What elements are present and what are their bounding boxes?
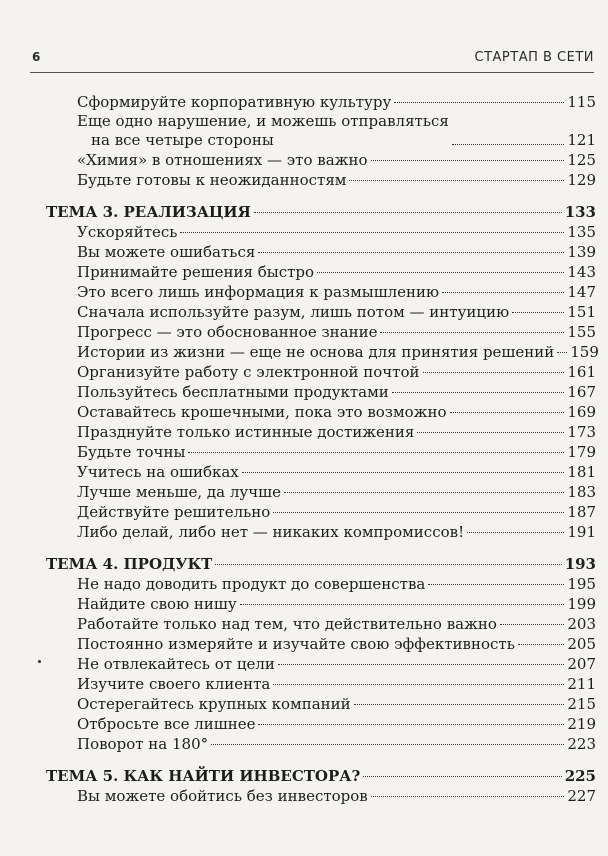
running-header — [30, 44, 594, 70]
toc-entry[interactable] — [46, 422, 596, 442]
toc-page-number: 167 — [567, 383, 596, 401]
toc-theme-heading[interactable] — [46, 554, 596, 574]
toc-entry[interactable] — [46, 282, 596, 302]
dot-leader — [452, 144, 565, 145]
toc-entry-title: Остерегайтесь крупных компаний — [77, 695, 351, 713]
toc-page-number: 133 — [564, 203, 596, 221]
dot-leader — [317, 272, 564, 273]
toc-entry[interactable] — [46, 694, 596, 714]
toc-entry[interactable] — [46, 594, 596, 614]
toc-entry-title: Оставайтесь крошечными, пока это возможно — [77, 403, 447, 421]
toc-page-number: 205 — [567, 635, 596, 653]
toc-entry-title: Не отвлекайтесь от цели — [77, 655, 275, 673]
toc-entry-title: ТЕМА 3. РЕАЛИЗАЦИЯ — [46, 203, 251, 221]
print-speck — [38, 660, 41, 663]
toc-entry[interactable] — [46, 734, 596, 754]
toc-entry[interactable] — [46, 522, 596, 542]
toc-entry-title: Вы можете ошибаться — [77, 243, 256, 261]
toc-page-number: 143 — [567, 263, 596, 281]
toc-theme-heading[interactable] — [46, 766, 596, 786]
toc-entry[interactable] — [46, 170, 596, 190]
toc-page-number: 121 — [567, 131, 596, 149]
dot-leader — [273, 684, 564, 685]
toc-page-number: 225 — [564, 767, 596, 785]
dot-leader — [371, 160, 565, 161]
dot-leader — [240, 604, 565, 605]
toc-entry[interactable] — [46, 112, 596, 150]
toc-entry[interactable] — [46, 482, 596, 502]
toc-page-number: 191 — [567, 523, 596, 541]
dot-leader — [354, 704, 565, 705]
toc-entry-title: «Химия» в отношениях — это важно — [77, 151, 368, 169]
dot-leader — [258, 724, 564, 725]
toc-entry-title: Истории из жизни — еще не основа для принятия решений — [77, 343, 555, 361]
toc-entry-title: ТЕМА 5. КАК НАЙТИ ИНВЕСТОРА? — [46, 767, 361, 785]
dot-leader — [417, 432, 564, 433]
table-of-contents — [46, 92, 599, 806]
toc-entry[interactable] — [46, 242, 596, 262]
dot-leader — [242, 472, 565, 473]
toc-entry[interactable] — [46, 462, 596, 482]
toc-entry-title: Будьте точны — [77, 443, 186, 461]
toc-page-number: 147 — [567, 283, 596, 301]
toc-entry[interactable] — [46, 674, 596, 694]
toc-entry-title: Отбросьте все лишнее — [77, 715, 256, 733]
toc-page-number: 181 — [567, 463, 596, 481]
toc-entry-title: Празднуйте только истинные достижения — [77, 423, 415, 441]
page-number: 6 — [32, 50, 41, 64]
toc-page-number: 135 — [567, 223, 596, 241]
dot-leader — [557, 352, 567, 353]
dot-leader — [371, 796, 565, 797]
toc-page-number: 223 — [567, 735, 596, 753]
toc-entry-title: Не надо доводить продукт до совершенства — [77, 575, 426, 593]
toc-entry-title: Работайте только над тем, что действительно важно — [77, 615, 497, 633]
dot-leader — [467, 532, 564, 533]
section-gap — [46, 542, 596, 554]
toc-entry-title: Сначала используйте разум, лишь потом — интуицию — [77, 303, 510, 321]
dot-leader — [423, 372, 565, 373]
dot-leader — [442, 292, 564, 293]
toc-page-number: 155 — [567, 323, 596, 341]
dot-leader — [392, 392, 565, 393]
dot-leader — [428, 584, 564, 585]
dot-leader — [273, 512, 564, 513]
dot-leader — [512, 312, 564, 313]
dot-leader — [258, 252, 564, 253]
toc-page-number: 151 — [567, 303, 596, 321]
toc-entry[interactable] — [46, 714, 596, 734]
toc-entry-title: Ускоряйтесь — [77, 223, 178, 241]
toc-entry-title: Либо делай, либо нет — никаких компромиссов! — [77, 523, 465, 541]
toc-entry[interactable] — [46, 574, 596, 594]
toc-page-number: 207 — [567, 655, 596, 673]
toc-page-number: 139 — [567, 243, 596, 261]
toc-page-number: 115 — [567, 93, 596, 111]
dot-leader — [500, 624, 564, 625]
toc-entry[interactable] — [46, 614, 596, 634]
toc-entry-title-line: Еще одно нарушение, и можешь отправляться — [77, 112, 449, 130]
toc-entry[interactable] — [46, 502, 596, 522]
toc-entry[interactable] — [46, 92, 596, 112]
toc-entry[interactable] — [46, 362, 596, 382]
toc-page-number: 161 — [567, 363, 596, 381]
toc-page-number: 183 — [567, 483, 596, 501]
toc-entry-title: Найдите свою нишу — [77, 595, 237, 613]
toc-page-number: 187 — [567, 503, 596, 521]
toc-entry-title: Лучше меньше, да лучше — [77, 483, 281, 501]
dot-leader — [215, 564, 561, 565]
toc-page-number: 193 — [564, 555, 596, 573]
toc-entry[interactable] — [46, 222, 596, 242]
toc-entry[interactable] — [46, 442, 596, 462]
toc-page-number: 179 — [567, 443, 596, 461]
toc-entry-title: ТЕМА 4. ПРОДУКТ — [46, 555, 213, 573]
section-gap — [46, 190, 596, 202]
section-gap — [46, 754, 596, 766]
toc-entry-title: Организуйте работу с электронной почтой — [77, 363, 420, 381]
toc-entry-title: Сформируйте корпоративную культуру — [77, 93, 392, 111]
toc-page-number: 215 — [567, 695, 596, 713]
dot-leader — [380, 332, 564, 333]
toc-page-number: 211 — [567, 675, 596, 693]
toc-entry[interactable] — [46, 654, 596, 674]
toc-entry-title: Принимайте решения быстро — [77, 263, 315, 281]
dot-leader — [254, 212, 562, 213]
toc-page-number: 219 — [567, 715, 596, 733]
dot-leader — [188, 452, 564, 453]
toc-entry[interactable] — [46, 786, 596, 806]
toc-page-number: 169 — [567, 403, 596, 421]
header-rule — [30, 72, 594, 73]
toc-entry[interactable] — [46, 382, 596, 402]
toc-page-number: 129 — [567, 171, 596, 189]
toc-page-number: 199 — [567, 595, 596, 613]
toc-entry[interactable] — [46, 402, 596, 422]
dot-leader — [278, 664, 564, 665]
toc-entry-title: Постоянно измеряйте и изучайте свою эффективность — [77, 635, 515, 653]
dot-leader — [363, 776, 561, 777]
toc-page-number: 173 — [567, 423, 596, 441]
toc-entry-title: Вы можете обойтись без инвесторов — [77, 787, 368, 805]
toc-entry[interactable] — [46, 262, 596, 282]
toc-entry-title — [77, 112, 449, 150]
book-title: СТАРТАП В СЕТИ — [474, 50, 594, 65]
toc-entry-title: Поворот на 180° — [77, 735, 209, 753]
toc-entry[interactable] — [46, 302, 596, 322]
toc-entry-title: Действуйте решительно — [77, 503, 271, 521]
dot-leader — [284, 492, 564, 493]
dot-leader — [518, 644, 564, 645]
toc-entry-title-line: на все четыре стороны — [91, 131, 274, 149]
toc-entry[interactable] — [46, 322, 596, 342]
toc-entry-title: Прогресс — это обоснованное знание — [77, 323, 378, 341]
toc-entry-title: Учитесь на ошибках — [77, 463, 239, 481]
toc-entry[interactable] — [46, 342, 599, 362]
toc-page-number: 203 — [567, 615, 596, 633]
dot-leader — [394, 102, 564, 103]
toc-theme-heading[interactable] — [46, 202, 596, 222]
toc-page-number: 195 — [567, 575, 596, 593]
dot-leader — [180, 232, 564, 233]
dot-leader — [450, 412, 565, 413]
toc-entry-title: Изучите своего клиента — [77, 675, 271, 693]
toc-entry-title: Пользуйтесь бесплатными продуктами — [77, 383, 389, 401]
dot-leader — [211, 744, 564, 745]
toc-page-number: 159 — [570, 343, 599, 361]
toc-entry-title: Будьте готовы к неожиданностям — [77, 171, 347, 189]
toc-entry[interactable] — [46, 150, 596, 170]
toc-entry[interactable] — [46, 634, 596, 654]
toc-page-number: 227 — [567, 787, 596, 805]
toc-page-number: 125 — [567, 151, 596, 169]
toc-entry-title: Это всего лишь информация к размышлению — [77, 283, 440, 301]
dot-leader — [349, 180, 564, 181]
